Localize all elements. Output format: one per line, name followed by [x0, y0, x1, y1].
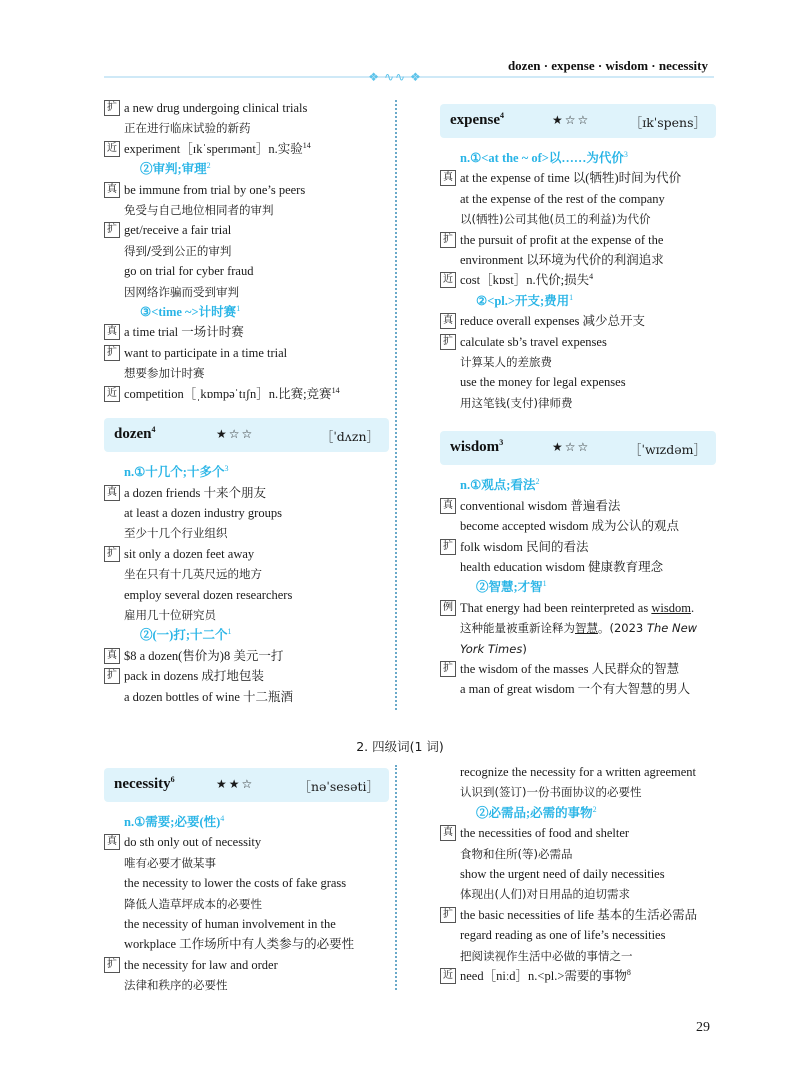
- headword: necessity$^6$: [114, 775, 175, 792]
- entry-row: at least a dozen industry groups: [124, 505, 282, 520]
- tag-kuo: 扩: [104, 957, 120, 973]
- entry-translation: 降低人造草坪成本的必要性: [124, 896, 262, 911]
- entry-row: 扩 the necessity for law and order: [104, 955, 389, 975]
- tag-kuo: 扩: [440, 907, 456, 923]
- pronunciation: ［ɪkˈspens］: [629, 115, 706, 130]
- entry-row: 扩 get/receive a fair trial: [104, 220, 389, 240]
- entry-row: go on trial for cyber fraud: [124, 264, 254, 279]
- right-column-bottom: [440, 762, 720, 986]
- tag-zhen: 真: [104, 324, 120, 340]
- tag-zhen: 真: [440, 498, 456, 514]
- entry-row: 扩 folk wisdom 民间的看法: [440, 537, 716, 557]
- entry-row: show the urgent need of daily necessities: [460, 867, 665, 882]
- sense-heading: ②审判;审理$^2$: [140, 161, 211, 177]
- entry-row: 近 competition［ˌkɒmpəˈtɪʃn］n.比赛;竞赛$^{14}$: [104, 384, 389, 404]
- tag-kuo: 扩: [104, 100, 120, 116]
- entry-translation: 雇用几十位研究员: [124, 607, 216, 622]
- headword-box-necessity: [104, 768, 389, 802]
- headword: dozen$^4$: [114, 425, 156, 443]
- right-column-top: [440, 94, 716, 700]
- entry-row: regard reading as one of life’s necessities: [460, 928, 666, 943]
- entry-row: 真 the necessities of food and shelter: [440, 823, 720, 843]
- tag-kuo: 扩: [440, 334, 456, 350]
- tag-kuo: 扩: [104, 546, 120, 562]
- entry-translation: 体现出(人们)对日用品的迫切需求: [460, 887, 630, 902]
- header-ornament: ❖ ∿∿ ❖: [368, 70, 422, 84]
- difficulty-stars: ★☆☆: [216, 427, 255, 442]
- entry-translation: 认识到(签订)一份书面协议的必要性: [460, 785, 642, 800]
- entry-translation: 用这笔钱(支付)律师费: [460, 395, 573, 410]
- entry-row: 扩 pack in dozens 成打地包装: [104, 666, 389, 686]
- entry-row: 扩 the wisdom of the masses 人民群众的智慧: [440, 659, 716, 679]
- example-translation: 这种能量被重新诠释为智慧。(2023 The New York Times): [460, 621, 698, 656]
- tag-zhen: 真: [440, 825, 456, 841]
- running-head: dozen · expense · wisdom · necessity: [507, 58, 708, 73]
- column-divider-top: [395, 100, 405, 710]
- entry-translation: 食物和住所(等)必需品: [460, 846, 573, 861]
- entry-row: a dozen bottles of wine 十二瓶酒: [124, 689, 294, 704]
- entry-row: 真 do sth only out of necessity: [104, 832, 389, 852]
- entry-row: 近 need［niːd］n.<pl.>需要的事物$^8$: [440, 966, 720, 986]
- entry-row: 真 $8 a dozen(售价为)8 美元一打: [104, 646, 389, 666]
- entry-row: at the expense of the rest of the company: [460, 191, 665, 206]
- tag-zhen: 真: [104, 182, 120, 198]
- headword: expense$^4$: [450, 111, 504, 128]
- entry-row: a man of great wisdom 一个有大智慧的男人: [460, 682, 691, 697]
- tag-zhen: 真: [440, 170, 456, 186]
- entry-row: workplace 工作场所中有人类参与的必要性: [124, 937, 355, 952]
- entry-translation: 把阅读视作生活中必做的事情之一: [460, 948, 633, 963]
- entry-row: become accepted wisdom 成为公认的观点: [460, 519, 680, 534]
- entry-translation: 唯有必要才做某事: [124, 855, 216, 870]
- sense-heading: ②(一)打;十二个$^1$: [140, 627, 232, 643]
- tag-zhen: 真: [104, 485, 120, 501]
- entry-translation: 坐在只有十几英尺远的地方: [124, 567, 262, 582]
- sense-heading: n.①观点;看法$^2$: [460, 477, 540, 493]
- tag-kuo: 扩: [440, 539, 456, 555]
- tag-jin: 近: [440, 272, 456, 288]
- sense-heading: n.①十几个;十多个$^3$: [124, 463, 229, 480]
- entry-row: 真 be immune from trial by one’s peers: [104, 180, 389, 200]
- pronunciation: ［nəˈsesəti］: [298, 779, 379, 794]
- headword-box-wisdom: [440, 431, 716, 465]
- pronunciation: ［ˈwɪzdəm］: [629, 442, 706, 458]
- headword-box-expense: [440, 104, 716, 138]
- entry-translation: 以(牺牲)公司其他(员工的利益)为代价: [460, 212, 651, 227]
- entry-row: 扩 calculate sb’s travel expenses: [440, 332, 716, 352]
- entry-translation: 至少十几个行业组织: [124, 526, 228, 541]
- entry-row: 扩 want to participate in a time trial: [104, 343, 389, 363]
- entry-translation: 免受与自己地位相同者的审判: [124, 203, 274, 218]
- sense-heading: n.①<at the ~ of>以……为代价$^3$: [460, 149, 628, 165]
- left-column-bottom: [104, 758, 389, 996]
- difficulty-stars: ★☆☆: [552, 440, 591, 455]
- headword-box-dozen: [104, 418, 389, 452]
- sense-heading: ②必需品;必需的事物$^2$: [476, 804, 597, 820]
- example-sentence: 例 That energy had been reinterpreted as wisdom.: [440, 598, 716, 618]
- entry-translation: 因网络诈骗而受到审判: [124, 284, 239, 299]
- sense-heading: ②<pl.>开支;费用$^1$: [476, 292, 574, 308]
- entry-row: 真 at the expense of time 以(牺牲)时间为代价: [440, 168, 716, 188]
- left-column-top: [104, 98, 389, 707]
- tag-jin: 近: [104, 141, 120, 157]
- tag-li: 例: [440, 600, 456, 616]
- entry-translation: 法律和秩序的必要性: [124, 978, 228, 993]
- column-divider-bottom: [395, 765, 405, 990]
- headword: wisdom$^3$: [450, 438, 504, 456]
- entry-row: 扩 sit only a dozen feet away: [104, 544, 389, 564]
- tag-zhen: 真: [440, 313, 456, 329]
- entry-row: employ several dozen researchers: [124, 587, 293, 602]
- entry-row: the necessity of human involvement in the: [124, 917, 336, 932]
- difficulty-stars: ★☆☆: [552, 113, 591, 127]
- page-number: 29: [696, 1020, 710, 1035]
- entry-row: 真 a dozen friends 十来个朋友: [104, 483, 389, 503]
- tag-kuo: 扩: [104, 345, 120, 361]
- difficulty-stars: ★★☆: [216, 777, 255, 791]
- tag-jin: 近: [104, 386, 120, 402]
- section-title: 2. 四级词(1 词): [356, 739, 444, 754]
- entry-row: 扩 the basic necessities of life 基本的生活必需品: [440, 905, 720, 925]
- tag-kuo: 扩: [440, 661, 456, 677]
- tag-zhen: 真: [104, 648, 120, 664]
- entry-row: 真 a time trial 一场计时赛: [104, 322, 389, 342]
- entry-row: 真 conventional wisdom 普遍看法: [440, 496, 716, 516]
- entry-translation: 计算某人的差旅费: [460, 355, 552, 370]
- entry-row: recognize the necessity for a written agreement: [460, 765, 696, 779]
- entry-row: 近 cost［kɒst］n.代价;损失$^4$: [440, 270, 716, 290]
- tag-zhen: 真: [104, 834, 120, 850]
- entry-row: use the money for legal expenses: [460, 375, 626, 390]
- entry-row: health education wisdom 健康教育理念: [460, 559, 664, 574]
- tag-kuo: 扩: [104, 222, 120, 238]
- tag-kuo: 扩: [104, 668, 120, 684]
- entry-row: environment 以环境为代价的利润追求: [460, 253, 664, 268]
- entry-translation: 正在进行临床试验的新药: [124, 121, 251, 136]
- entry-row: 扩 the pursuit of profit at the expense of the: [440, 230, 716, 250]
- sense-heading: n.①需要;必要(性)$^4$: [124, 813, 225, 829]
- sense-heading: ③<time ~>计时赛$^1$: [140, 303, 241, 320]
- entry-translation: 得到/受到公正的审判: [124, 243, 232, 258]
- entry-translation: 想要参加计时赛: [124, 366, 205, 381]
- sense-heading: ②智慧;才智$^1$: [476, 579, 547, 595]
- tag-kuo: 扩: [440, 232, 456, 248]
- pronunciation: ［ˈdʌzn］: [320, 429, 379, 445]
- tag-jin: 近: [440, 968, 456, 984]
- entry-row: 真 reduce overall expenses 减少总开支: [440, 311, 716, 331]
- entry-row: 近 experiment［ɪkˈsperɪmənt］n.实验$^{14}$: [104, 139, 389, 159]
- entry-row: the necessity to lower the costs of fake grass: [124, 876, 347, 891]
- entry-row: 扩 a new drug undergoing clinical trials: [104, 98, 389, 118]
